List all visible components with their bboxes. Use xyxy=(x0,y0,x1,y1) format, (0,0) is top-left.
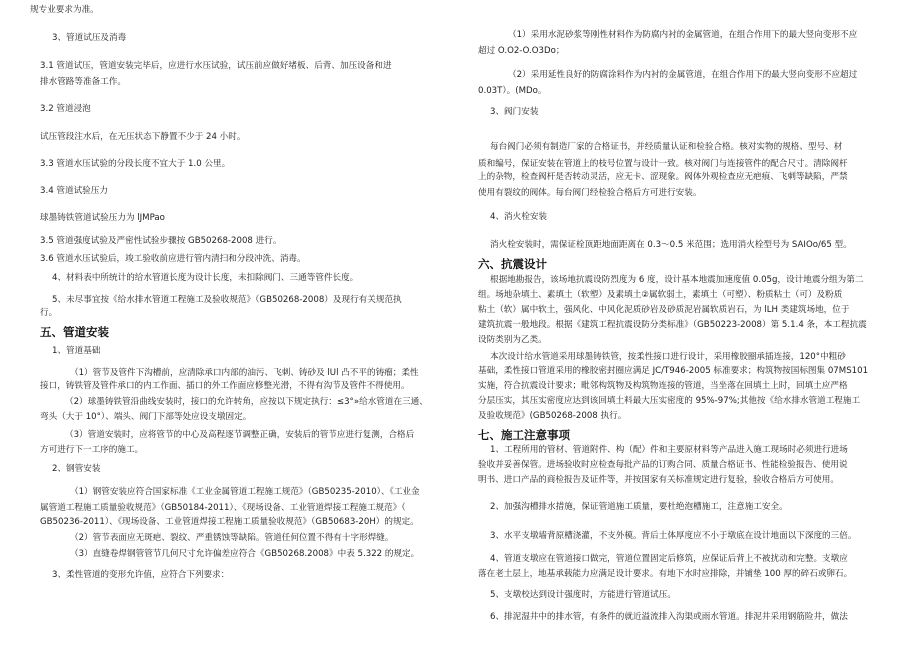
text-line: 属管道工程施工质量验收规范》（GB50184-2011）、《现场设备、工业管道焊接工程施工规范》（ xyxy=(40,503,406,513)
section-heading: 4、消火栓安装 xyxy=(490,212,548,222)
text-line: 验收并妥善保管。进场验收时应检查每批产品的订购合同、质量合格证书、性能检验报告、使用说 xyxy=(478,460,848,470)
text-line: 实施，符合抗震设计要求；毗邻构筑物及构筑物连接的管道，当坐落在回填土上时，回填土应严格 xyxy=(478,381,848,391)
text-line: 落在老土层上，地基承载能力应满足设计要求。有地下水时应排除，并铺垫 100 厚的碎石或卵石。 xyxy=(478,569,853,579)
text-line: 3.3 管道水压试验的分段长度不宜大于 1.0 公里。 xyxy=(40,159,231,169)
section-heading: 3、阀门安装 xyxy=(490,107,539,117)
text-line: 质和编号，保证安装在管道上的枝号位置与设计一致。核对阀门与连接管件的配合尺寸。清除阀杆 xyxy=(478,159,848,169)
text-line: 根据地勘报告，该场地抗震设防烈度为 6 度，设计基本地震加速度值 0.05g，设计地震分组为第二 xyxy=(490,275,864,285)
section-heading: 1、管道基础 xyxy=(52,346,101,356)
text-line: （2）采用延性良好的防腐涂料作为内衬的金属管道，在组合作用下的最大竖向变形不应超过 xyxy=(508,70,858,80)
chapter-heading: 六、抗震设计 xyxy=(478,257,547,271)
text-line: （3）管道安装时，应将管节的中心及高程逐节调整正确，安装后的管节应进行复测，合格后 xyxy=(65,430,415,440)
chapter-heading: 七、施工注意事项 xyxy=(478,428,570,442)
text-line: 消火栓安装时，需保证栓顶距地面距离在 0.3～0.5 米范围；选用消火栓型号为 SAIOo/65 型。 xyxy=(490,240,852,250)
text-line: GB50236-2011）、《现场设备、工业管道焊接工程施工质量验收规范》（GB50683-20H）的规定。 xyxy=(40,517,419,527)
text-line: 弯头（大于 10°）、端头、阀门下部等处应设支墩固定。 xyxy=(40,412,252,422)
text-line: 本次设计给水管道采用球墨铸铁管，按柔性接口进行设计，采用橡胶圈承插连接，120°中粗砂 xyxy=(490,352,846,362)
text-line: 明书、进口产品的商检报告及证件等，并按国家有关标准规定进行复验，验收合格后方可使用。 xyxy=(478,475,839,485)
text-line: 3.6 管道水压试验后，竣工验收前应进行管内清扫和分段冲洗、消毒。 xyxy=(40,254,306,264)
text-line: 2、加强沟槽排水措施，保证管道施工质量，要杜绝泡槽施工，注意施工安全。 xyxy=(490,502,788,512)
text-line: 球墨铸铁管道试验压力为 lJMPao xyxy=(40,213,165,223)
section-heading: 2、钢管安装 xyxy=(52,464,101,474)
text-line: 组。场地杂填土、素填土（软塑）及素填土②属软弱土，素填土（可塑）、粉质粘土（可）及粉质 xyxy=(478,290,843,300)
text-line: （1）采用水泥砂浆等刚性材料作为防腐内衬的金属管道，在组合作用下的最大竖向变形不应 xyxy=(508,30,858,40)
text-line: 分层压实，其压实密度应达到该回填土料最大压实密度的 95%-97%;其他按《给水排水管道工程施工 xyxy=(478,396,861,406)
text-line: 每台阀门必须有制造厂家的合格证书，并经质量认证和检验合格。核对实物的规格、型号、材 xyxy=(490,142,843,152)
text-line: 建筑抗震一般地段。根据《建筑工程抗震设防分类标准》（GB50223-2008）第 5.1.4 条，本工程抗震 xyxy=(478,320,867,330)
section-heading: 3、管道试压及消毒 xyxy=(52,33,127,43)
text-line: 5、未尽事宜按《给水排水管道工程施工及验收规范》（GB50268-2008）及现行有关规范执 xyxy=(52,295,402,305)
text-line: （1）管节及管件下沟槽前，应清除承口内部的油污、飞刺、铸砂及 lUl 凸不平的铸瘤；柔性 xyxy=(70,368,419,378)
text-line: 规专业要求为准。 xyxy=(30,5,99,15)
text-line: 及验收规范》(GB50268-2008 执行。 xyxy=(478,411,627,421)
section-heading: 3、柔性管道的变形允许值，应符合下列要求： xyxy=(52,570,230,580)
text-line: 基础，柔性接口管道采用的橡胶密封圈应满足 JC/T946-2005 标准要求；构筑物按国标图集 07MS101 xyxy=(478,366,869,376)
text-line: 接口，铸铁管及管件承口的内工作面、插口的外工作面应修整光滑，不得有沟节及管件不得使用。 xyxy=(40,381,410,391)
text-line: 5、支墩校达到设计强度时，方能进行管道试压。 xyxy=(490,590,676,600)
text-line: （3）直缝卷焊钢管管节几何尺寸允许偏差应符合《GB50268.2008》中表 5.322 的规定。 xyxy=(70,549,420,559)
text-line: 方可进行下一工序的施工。 xyxy=(40,445,144,455)
text-line: 3.5 管道强度试验及严密性试验步骤按 GB50268-2008 进行。 xyxy=(40,236,282,246)
text-line: 3.2 管道浸泡 xyxy=(40,104,91,114)
text-line: 0.03T）。(MDo。 xyxy=(478,86,547,96)
text-line: 4、材料表中所统计的给水管道长度为设计长度，未扣除阀门、三通等管件长度。 xyxy=(52,273,359,283)
text-line: 1、工程所用的管材、管道附件、构（配）件和主要原材料等产品进入施工现场时必须进行进场 xyxy=(490,445,848,455)
text-line: 超过 O.O2-O.O3Do； xyxy=(478,46,565,56)
text-line: 粘土（软）属中软土，强风化、中风化泥质砂岩及砂质泥岩属软质岩石，为 lLH 类建筑场地，位于 xyxy=(478,305,850,315)
text-line: 6、排泥湿井中的排水管，有条件的就近溢流排入沟渠或雨水管道。排泥井采用钢筋险井，做法 xyxy=(490,612,848,622)
chapter-heading: 五、管道安装 xyxy=(40,325,109,339)
text-line: 使用有裂纹的阀体。每台阀门经检验合格后方可进行安装。 xyxy=(478,188,702,198)
text-line: 试压管段注水后，在无压状态下静置不少于 24 小时。 xyxy=(40,132,246,142)
text-line: （1）钢管安装应符合国家标准《工业金属管道工程施工规范》（GB50235-2010）、《工业金 xyxy=(70,487,420,497)
text-line: 3.1 管道试压，管道安装完毕后，应进行水压试验，试压前应做好堵板、后背、加压设备和进 xyxy=(40,61,392,71)
text-line: 设防类别为乙类。 xyxy=(478,335,547,345)
text-line: 上的杂物，检查阀杆是否转动灵活，应无卡、涩现象。阀体外观检查应无疤痕、飞刺等缺陷，严禁 xyxy=(478,172,848,182)
text-line: 3.4 管道试验压力 xyxy=(40,186,108,196)
text-line: 行。 xyxy=(40,308,58,318)
text-line: 4、管道支墩应在管道接口做完，管道位置固定后修筑，应保证后背上不被扰动和完整。支墩应 xyxy=(490,554,848,564)
text-line: （2）球墨铸铁管沿曲线安装时，接口的允许转角，应按以下规定执行：≤3°»给水管道在三通、 xyxy=(65,397,428,407)
text-line: 排水管路等准备工作。 xyxy=(40,77,126,87)
text-line: （2）管节表面应无斑疤、裂纹、严重锈蚀等缺陷。管道任何位置不得有十字形焊缝。 xyxy=(70,533,394,543)
text-line: 3、水平支墩墙背原槽浇灌，不支外模。背后土体厚度应不小于墩底在设计地面以下深度的三倍。 xyxy=(490,531,857,541)
